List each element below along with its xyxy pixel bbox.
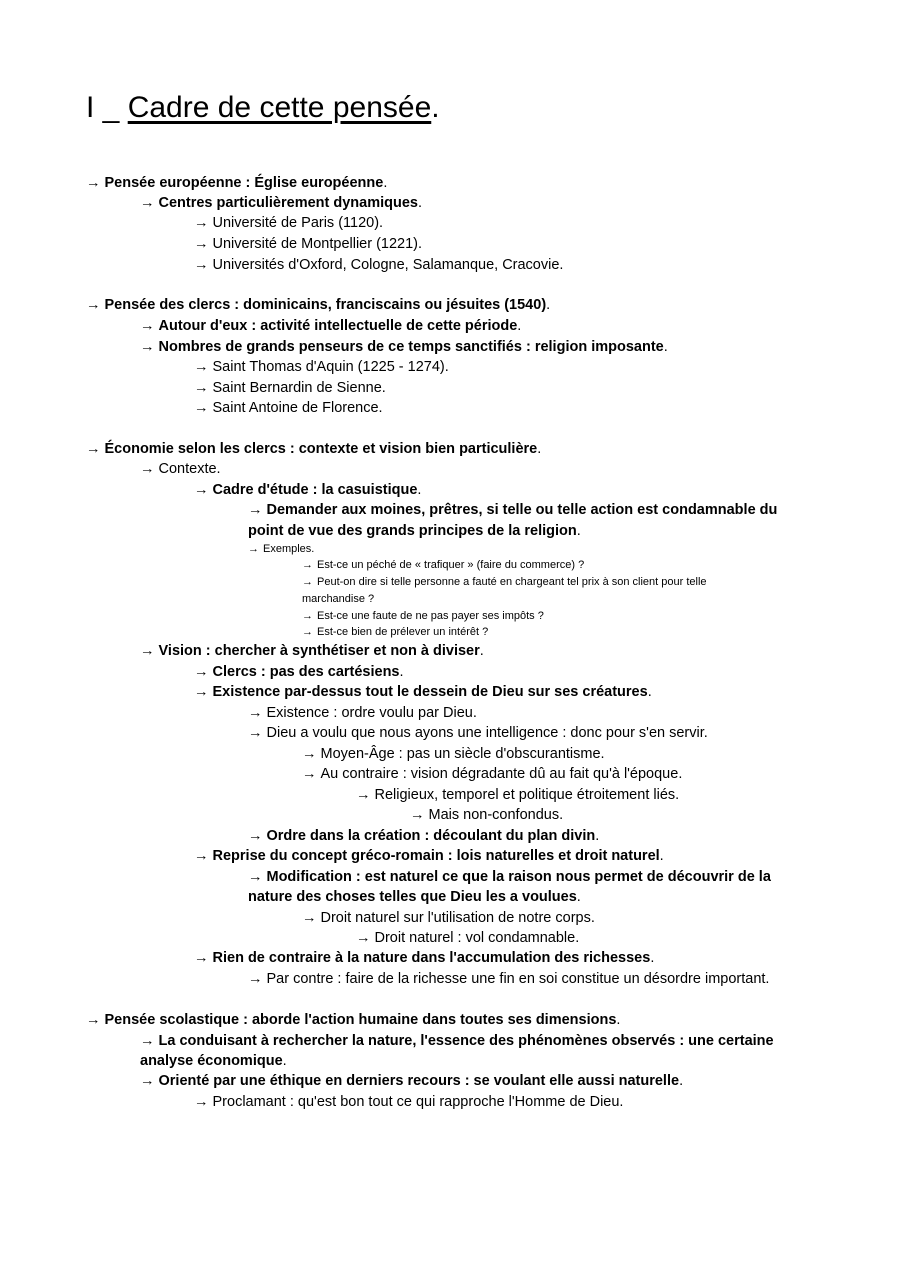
arrow-icon: → xyxy=(194,482,209,498)
outline-line xyxy=(194,662,404,682)
outline-line xyxy=(194,1092,623,1112)
line-punctuation: . xyxy=(659,848,664,864)
arrow-icon: → xyxy=(248,725,263,741)
line-text: Au contraire : vision dégradante dû au fait qu'à l'époque. xyxy=(320,766,683,782)
outline-line xyxy=(140,459,221,479)
outline-line xyxy=(194,378,386,398)
line-punctuation: . xyxy=(576,889,581,905)
line-text: Droit naturel sur l'utilisation de notre corps. xyxy=(320,910,595,926)
line-text: Orienté par une éthique en derniers recours : se voulant elle aussi naturelle xyxy=(158,1073,680,1089)
arrow-icon: → xyxy=(302,910,317,926)
outline-line xyxy=(140,316,521,336)
outline-line xyxy=(302,624,488,640)
line-text: Nombres de grands penseurs de ce temps sanctifiés : religion imposante xyxy=(158,339,664,355)
line-punctuation: . xyxy=(647,684,652,700)
line-text: Existence par-dessus tout le dessein de Dieu sur ses créatures xyxy=(212,684,648,700)
outline-line xyxy=(140,1071,683,1091)
outline-line xyxy=(248,541,314,557)
outline-line xyxy=(410,805,563,825)
arrow-icon: → xyxy=(140,1033,155,1049)
arrow-icon: → xyxy=(194,684,209,700)
line-text: Saint Thomas d'Aquin (1225 - 1274). xyxy=(212,359,449,375)
title-main: Cadre de cette pensée xyxy=(127,91,432,124)
line-text: Est-ce bien de prélever un intérêt ? xyxy=(317,626,489,638)
line-text: Centres particulièrement dynamiques xyxy=(158,195,418,211)
line-text: analyse économique xyxy=(140,1053,283,1069)
line-text: Proclamant : qu'est bon tout ce qui rapproche l'Homme de Dieu. xyxy=(212,1094,624,1110)
line-punctuation: . xyxy=(679,1073,684,1089)
arrow-icon: → xyxy=(194,257,209,273)
outline-line xyxy=(194,846,664,866)
arrow-icon: → xyxy=(140,195,155,211)
arrow-icon: → xyxy=(86,297,101,313)
line-text: Pensée des clercs : dominicains, franciscains ou jésuites (1540) xyxy=(104,297,547,313)
arrow-icon: → xyxy=(248,828,263,844)
arrow-icon: → xyxy=(86,1012,101,1028)
outline-line xyxy=(248,500,777,520)
line-text: Par contre : faire de la richesse une fin en soi constitue un désordre important. xyxy=(266,971,770,987)
line-text: Peut-on dire si telle personne a fauté en chargeant tel prix à son client pour telle xyxy=(317,576,707,588)
arrow-icon: → xyxy=(140,318,155,334)
arrow-icon: → xyxy=(410,807,425,823)
line-punctuation: . xyxy=(650,950,655,966)
outline-line xyxy=(140,641,484,661)
title-suffix: . xyxy=(431,91,440,124)
line-text: Est-ce une faute de ne pas payer ses impôts ? xyxy=(317,610,544,622)
line-text: Religieux, temporel et politique étroitement liés. xyxy=(374,787,680,803)
line-text: Contexte. xyxy=(158,461,221,477)
line-text: La conduisant à rechercher la nature, l'essence des phénomènes observés : une certaine xyxy=(158,1033,774,1049)
line-punctuation: . xyxy=(479,643,484,659)
page-title xyxy=(86,86,440,130)
line-punctuation: . xyxy=(417,482,422,498)
line-text: Modification : est naturel ce que la raison nous permet de découvrir de la xyxy=(266,869,771,885)
line-punctuation: . xyxy=(282,1053,287,1069)
arrow-icon: → xyxy=(356,930,371,946)
arrow-icon: → xyxy=(302,746,317,762)
outline-line xyxy=(194,255,563,275)
line-text: Pensée scolastique : aborde l'action humaine dans toutes ses dimensions xyxy=(104,1012,617,1028)
line-text: Clercs : pas des cartésiens xyxy=(212,664,400,680)
outline-line xyxy=(302,574,707,590)
line-text: nature des choses telles que Dieu les a voulues xyxy=(248,889,577,905)
line-text: Vision : chercher à synthétiser et non à diviser xyxy=(158,643,480,659)
arrow-icon: → xyxy=(140,643,155,659)
line-text: Dieu a voulu que nous ayons une intelligence : donc pour s'en servir. xyxy=(266,725,708,741)
arrow-icon: → xyxy=(194,400,209,416)
line-text: Droit naturel : vol condamnable. xyxy=(374,930,580,946)
line-punctuation: . xyxy=(616,1012,621,1028)
outline-line xyxy=(248,887,581,907)
arrow-icon: → xyxy=(86,441,101,457)
arrow-icon: → xyxy=(302,766,317,782)
outline-line xyxy=(86,1010,620,1030)
outline-line xyxy=(356,785,679,805)
line-text: Moyen-Âge : pas un siècle d'obscurantisme. xyxy=(320,746,605,762)
line-text: Université de Montpellier (1221). xyxy=(212,236,423,252)
line-punctuation: . xyxy=(663,339,668,355)
outline-line xyxy=(302,764,682,784)
outline-line xyxy=(302,908,595,928)
arrow-icon: → xyxy=(194,950,209,966)
outline-line xyxy=(248,826,599,846)
line-text: Pensée européenne : Église européenne xyxy=(104,175,384,191)
outline-line xyxy=(356,928,579,948)
outline-line xyxy=(194,357,449,377)
outline-line xyxy=(302,591,374,607)
outline-line xyxy=(302,608,544,624)
arrow-icon: → xyxy=(248,543,259,555)
line-text: Ordre dans la création : découlant du plan divin xyxy=(266,828,596,844)
outline-line xyxy=(194,234,422,254)
line-text: Exemples. xyxy=(263,543,315,555)
outline-line xyxy=(140,1031,774,1051)
arrow-icon: → xyxy=(248,502,263,518)
outline-line xyxy=(86,173,387,193)
line-punctuation: . xyxy=(399,664,404,680)
outline-line xyxy=(194,213,383,233)
line-punctuation: . xyxy=(383,175,388,191)
arrow-icon: → xyxy=(194,236,209,252)
arrow-icon: → xyxy=(86,175,101,191)
outline-line xyxy=(194,948,654,968)
outline-line xyxy=(86,439,541,459)
line-punctuation: . xyxy=(595,828,600,844)
outline-line xyxy=(194,480,421,500)
line-text: Demander aux moines, prêtres, si telle ou telle action est condamnable du xyxy=(266,502,778,518)
outline-line xyxy=(248,969,769,989)
arrow-icon: → xyxy=(194,848,209,864)
arrow-icon: → xyxy=(194,380,209,396)
arrow-icon: → xyxy=(140,461,155,477)
outline-line xyxy=(194,682,652,702)
arrow-icon: → xyxy=(302,559,313,571)
arrow-icon: → xyxy=(140,1073,155,1089)
line-punctuation: . xyxy=(537,441,542,457)
arrow-icon: → xyxy=(194,1094,209,1110)
arrow-icon: → xyxy=(194,215,209,231)
line-text: Autour d'eux : activité intellectuelle de cette période xyxy=(158,318,518,334)
line-text: Existence : ordre voulu par Dieu. xyxy=(266,705,477,721)
line-text: Reprise du concept gréco-romain : lois naturelles et droit naturel xyxy=(212,848,660,864)
line-text: Universités d'Oxford, Cologne, Salamanque, Cracovie. xyxy=(212,257,564,273)
line-text: Mais non-confondus. xyxy=(428,807,564,823)
outline-line xyxy=(140,193,422,213)
outline-line xyxy=(248,867,771,887)
line-text: Saint Bernardin de Sienne. xyxy=(212,380,386,396)
line-text: Rien de contraire à la nature dans l'accumulation des richesses xyxy=(212,950,651,966)
line-punctuation: . xyxy=(546,297,551,313)
line-text: marchandise ? xyxy=(302,593,375,605)
arrow-icon: → xyxy=(302,626,313,638)
arrow-icon: → xyxy=(302,610,313,622)
arrow-icon: → xyxy=(194,664,209,680)
outline-line xyxy=(248,723,708,743)
title-prefix: I _ xyxy=(86,91,128,124)
line-text: Est-ce un péché de « trafiquer » (faire du commerce) ? xyxy=(317,559,585,571)
arrow-icon: → xyxy=(248,705,263,721)
arrow-icon: → xyxy=(194,359,209,375)
outline-line xyxy=(86,295,550,315)
line-text: Université de Paris (1120). xyxy=(212,215,384,231)
arrow-icon: → xyxy=(248,869,263,885)
arrow-icon: → xyxy=(356,787,371,803)
arrow-icon: → xyxy=(140,339,155,355)
outline-line xyxy=(248,703,477,723)
line-text: Cadre d'étude : la casuistique xyxy=(212,482,418,498)
outline-line xyxy=(194,398,383,418)
arrow-icon: → xyxy=(248,971,263,987)
line-punctuation: . xyxy=(576,523,581,539)
line-text: Économie selon les clercs : contexte et vision bien particulière xyxy=(104,441,538,457)
line-text: Saint Antoine de Florence. xyxy=(212,400,383,416)
line-text: point de vue des grands principes de la religion xyxy=(248,523,577,539)
outline-line xyxy=(248,521,581,541)
line-punctuation: . xyxy=(417,195,423,211)
arrow-icon: → xyxy=(302,576,313,588)
outline-line xyxy=(302,557,584,573)
outline-line xyxy=(140,337,668,357)
outline-line xyxy=(140,1051,287,1071)
line-punctuation: . xyxy=(517,318,522,334)
outline-line xyxy=(302,744,605,764)
